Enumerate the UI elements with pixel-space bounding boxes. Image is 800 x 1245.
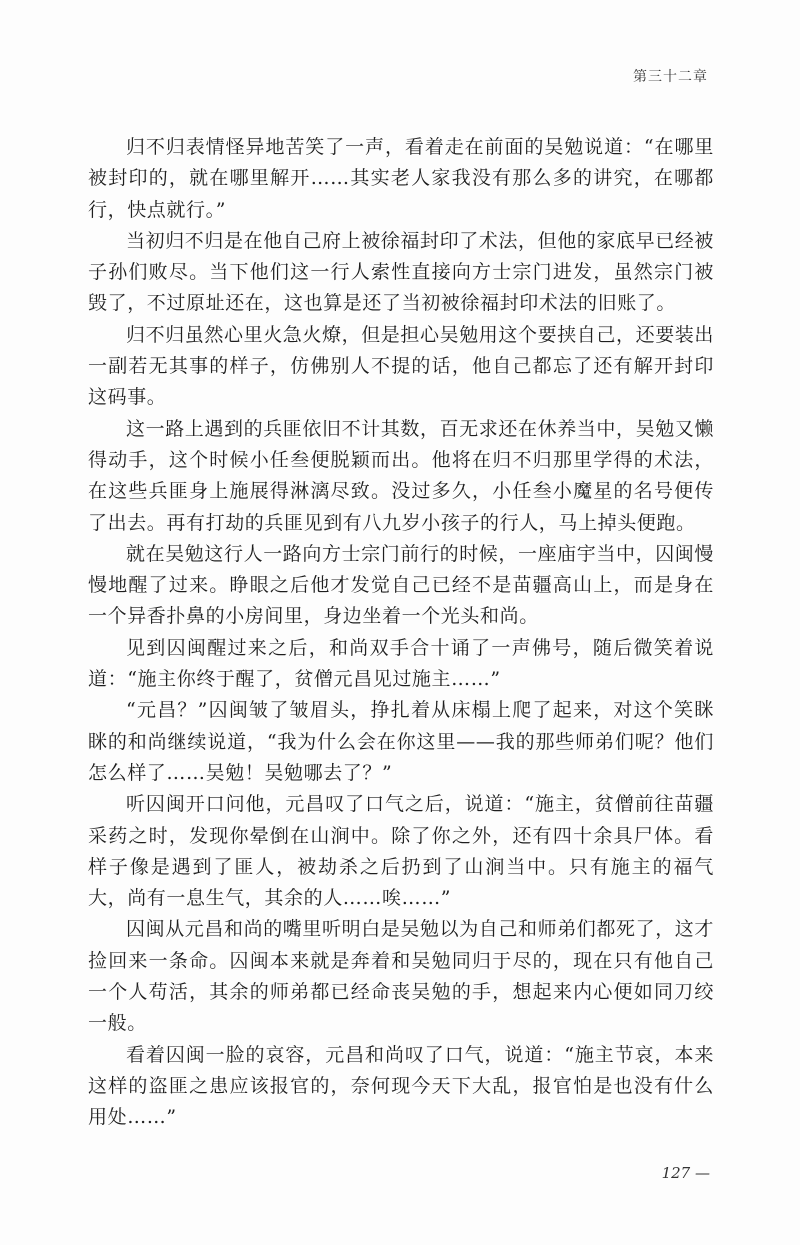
paragraph: “元昌？”囚闽皱了皱眉头，挣扎着从床榻上爬了起来，对这个笑眯眯的和尚继续说道，“我为什么会在你这里——我的那些师弟们呢？他们怎么样了……吴勉！吴勉哪去了？” [88,699,714,784]
paragraph: 听囚闽开口问他，元昌叹了口气之后，说道：“施主，贫僧前往苗疆采药之时，发现你晕倒在山涧中。除了你之外，还有四十余具尸体。看样子像是遇到了匪人，被劫杀之后扔到了山涧当中。只有施主的福气大，尚有一息生气，其余的人……唉……” [88,793,714,910]
paragraph: 看着囚闽一脸的哀容，元昌和尚叹了口气，说道：“施主节哀，本来这样的盗匪之患应该报官的，奈何现今天下大乱，报官怕是也没有什么用处……” [88,1043,714,1129]
paragraph: 见到囚闽醒过来之后，和尚双手合十诵了一声佛号，随后微笑着说道：“施主你终于醒了，贫僧元昌见过施主……” [88,636,714,691]
paragraph: 囚闽从元昌和尚的嘴里听明白是吴勉以为自己和师弟们都死了，这才捡回来一条命。囚闽本来就是奔着和吴勉同归于尽的，现在只有他自己一个人苟活，其余的师弟都已经命丧吴勉的手，想起来内心便如同刀绞一般。 [88,918,715,1035]
paragraph: 归不归表情怪异地苦笑了一声，看着走在前面的吴勉说道：“在哪里被封印的，就在哪里解开……其实老人家我没有那么多的讲究，在哪都行，快点就行。” [88,136,714,221]
paragraph: 归不归虽然心里火急火燎，但是担心吴勉用这个要挟自己，还要装出一副若无其事的样子，仿佛别人不提的话，他自己都忘了还有解开封印这码事。 [88,323,715,409]
paragraph: 这一路上遇到的兵匪依旧不计其数，百无求还在休养当中，吴勉又懒得动手，这个时候小任叁便脱颖而出。他将在归不归那里学得的术法，在这些兵匪身上施展得淋漓尽致。没过多久，小任叁小魔星的名号便传了出去。再有打劫的兵匪见到有八九岁小孩子的行人，马上掉头便跑。 [88,417,715,534]
paragraph: 当初归不归是在他自己府上被徐福封印了术法，但他的家底早已经被子孙们败尽。当下他们这一行人索性直接向方士宗门进发，虽然宗门被毁了，不过原址还在，这也算是还了当初被徐福封印术法的旧账了。 [88,229,715,315]
chapter-header: 第三十二章 [633,69,708,85]
page-number: 127 — [661,1164,710,1182]
body-text [88,132,714,1134]
paragraph: 就在吴勉这行人一路向方士宗门前行的时候，一座庙宇当中，囚闽慢慢地醒了过来。睁眼之后他才发觉自己已经不是苗疆高山上，而是身在一个异香扑鼻的小房间里，身边坐着一个光头和尚。 [88,542,715,628]
